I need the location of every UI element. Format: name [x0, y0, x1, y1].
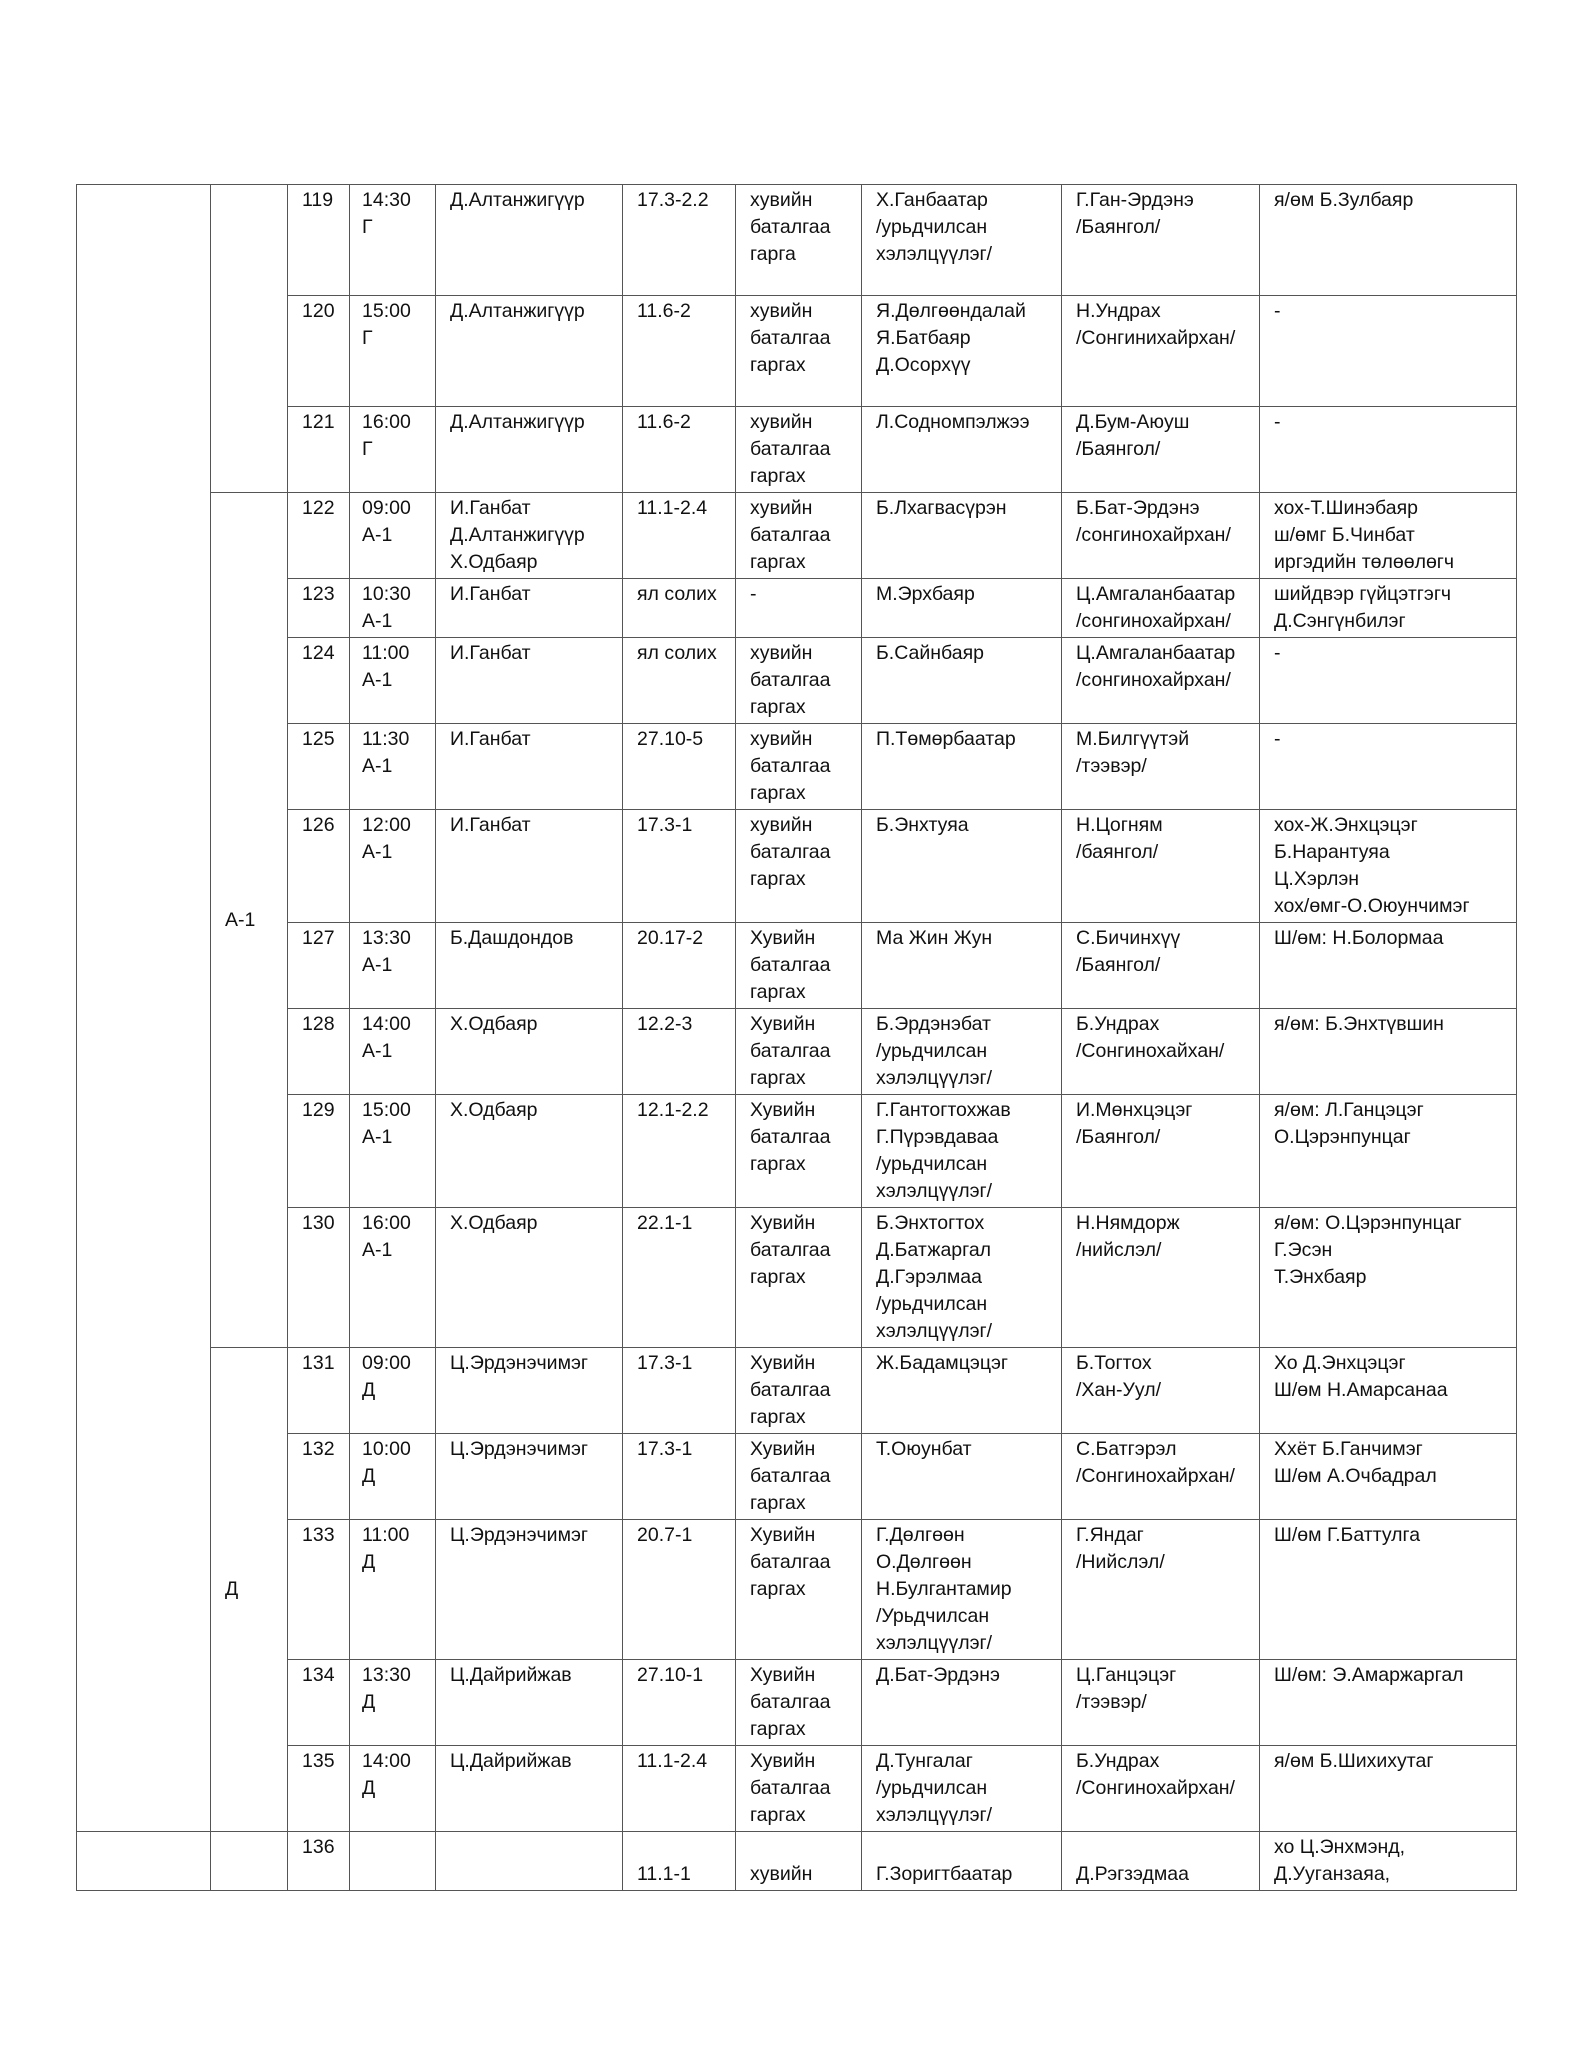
room-group-g — [211, 185, 288, 493]
prosecutor: Н.Ундрах /Сонгинихайрхан/ — [1062, 296, 1260, 407]
measure: Хувийн баталгаа гаргах — [736, 1208, 862, 1348]
case-number: 134 — [288, 1660, 350, 1746]
table-row — [77, 493, 1517, 579]
law-article: 17.3-2.2 — [623, 185, 736, 296]
other-participants: Ш/өм: Э.Амаржаргал — [1260, 1660, 1517, 1746]
defendant: Д.Тунгалаг /урьдчилсан хэлэлцүүлэг/ — [862, 1746, 1062, 1832]
hearing-time-room: 15:00 А-1 — [350, 1095, 436, 1208]
table-row — [77, 923, 1517, 1009]
schedule-body — [77, 185, 1517, 1891]
defendant: М.Эрхбаяр — [862, 579, 1062, 638]
hearing-time-room: 10:00 Д — [350, 1434, 436, 1520]
room-group-empty — [211, 1832, 288, 1891]
hearing-time-room: 11:00 А-1 — [350, 638, 436, 724]
hearing-time-room: 10:30 А-1 — [350, 579, 436, 638]
case-number: 131 — [288, 1348, 350, 1434]
prosecutor: Г.Яндаг /Нийслэл/ — [1062, 1520, 1260, 1660]
hearing-time-room: 14:00 А-1 — [350, 1009, 436, 1095]
hearing-time-room: 13:30 Д — [350, 1660, 436, 1746]
defendant: Б.Лхагвасүрэн — [862, 493, 1062, 579]
case-number: 123 — [288, 579, 350, 638]
prosecutor: Б.Бат-Эрдэнэ /сонгинохайрхан/ — [1062, 493, 1260, 579]
judge: Ц.Эрдэнэчимэг — [436, 1434, 623, 1520]
defendant: Ма Жин Жун — [862, 923, 1062, 1009]
defendant: Б.Эрдэнэбат /урьдчилсан хэлэлцүүлэг/ — [862, 1009, 1062, 1095]
table-row — [77, 579, 1517, 638]
case-number: 121 — [288, 407, 350, 493]
judge: Х.Одбаяр — [436, 1208, 623, 1348]
law-article: 27.10-5 — [623, 724, 736, 810]
room-group-d: Д — [211, 1348, 288, 1832]
judge: Ц.Дайрийжав — [436, 1660, 623, 1746]
case-number: 136 — [288, 1832, 350, 1891]
other-participants: - — [1260, 724, 1517, 810]
schedule-table — [76, 184, 1517, 1891]
judge: Д.Алтанжигүүр — [436, 296, 623, 407]
defendant: Б.Энхтогтох Д.Батжаргал Д.Гэрэлмаа /урьдчилсан хэлэлцүүлэг/ — [862, 1208, 1062, 1348]
case-number: 122 — [288, 493, 350, 579]
measure: хувийн баталгаа гаргах — [736, 724, 862, 810]
case-number: 132 — [288, 1434, 350, 1520]
court-cell — [77, 185, 211, 1832]
other-participants: хох-Ж.Энхцэцэг Б.Нарантуяа Ц.Хэрлэн хох/өмг-О.Оюунчимэг — [1260, 810, 1517, 923]
prosecutor: Д.Бум-Аюуш /Баянгол/ — [1062, 407, 1260, 493]
measure: - — [736, 579, 862, 638]
measure: Хувийн баталгаа гаргах — [736, 1660, 862, 1746]
hearing-time-room: 13:30 А-1 — [350, 923, 436, 1009]
table-row — [77, 724, 1517, 810]
case-number: 124 — [288, 638, 350, 724]
measure: хувийн баталгаа гаргах — [736, 810, 862, 923]
defendant: Г.Дөлгөөн О.Дөлгөөн Н.Булгантамир /Урьдчилсан хэлэлцүүлэг/ — [862, 1520, 1062, 1660]
defendant: Б.Сайнбаяр — [862, 638, 1062, 724]
other-participants: - — [1260, 407, 1517, 493]
prosecutor: С.Батгэрэл /Сонгинохайрхан/ — [1062, 1434, 1260, 1520]
law-article: 11.1-1 — [623, 1832, 736, 1891]
judge: И.Ганбат — [436, 724, 623, 810]
defendant: Я.Дөлгөөндалай Я.Батбаяр Д.Осорхүү — [862, 296, 1062, 407]
other-participants: Хо Д.Энхцэцэг Ш/өм Н.Амарсанаа — [1260, 1348, 1517, 1434]
case-number: 128 — [288, 1009, 350, 1095]
other-participants: Ш/өм: Н.Болормаа — [1260, 923, 1517, 1009]
defendant: Д.Бат-Эрдэнэ — [862, 1660, 1062, 1746]
table-row — [77, 1660, 1517, 1746]
judge: И.Ганбат Д.Алтанжигүүр Х.Одбаяр — [436, 493, 623, 579]
measure: хувийн баталгаа гарга — [736, 185, 862, 296]
judge: Д.Алтанжигүүр — [436, 407, 623, 493]
law-article: 11.1-2.4 — [623, 493, 736, 579]
prosecutor: Н.Цогням /баянгол/ — [1062, 810, 1260, 923]
defendant: Т.Оюунбат — [862, 1434, 1062, 1520]
hearing-time-room — [350, 1832, 436, 1891]
prosecutor: Г.Ган-Эрдэнэ /Баянгол/ — [1062, 185, 1260, 296]
case-number: 120 — [288, 296, 350, 407]
defendant: Г.Гантогтохжав Г.Пүрэвдаваа /урьдчилсан хэлэлцүүлэг/ — [862, 1095, 1062, 1208]
prosecutor: Б.Ундрах /Сонгинохайхан/ — [1062, 1009, 1260, 1095]
table-row — [77, 1434, 1517, 1520]
other-participants: я/өм Б.Шихихутаг — [1260, 1746, 1517, 1832]
judge: И.Ганбат — [436, 638, 623, 724]
law-article: ял солих — [623, 579, 736, 638]
hearing-time-room: 09:00 Д — [350, 1348, 436, 1434]
table-row — [77, 1009, 1517, 1095]
measure: хувийн баталгаа гаргах — [736, 407, 862, 493]
case-number: 130 — [288, 1208, 350, 1348]
table-row — [77, 638, 1517, 724]
measure: хувийн — [736, 1832, 862, 1891]
prosecutor: Н.Нямдорж /нийслэл/ — [1062, 1208, 1260, 1348]
prosecutor: Ц.Ганцэцэг /тээвэр/ — [1062, 1660, 1260, 1746]
case-number: 133 — [288, 1520, 350, 1660]
table-row — [77, 1348, 1517, 1434]
other-participants: я/өм Б.Зулбаяр — [1260, 185, 1517, 296]
measure: Хувийн баталгаа гаргах — [736, 923, 862, 1009]
measure: хувийн баталгаа гаргах — [736, 638, 862, 724]
hearing-time-room: 11:00 Д — [350, 1520, 436, 1660]
table-row — [77, 296, 1517, 407]
defendant: Х.Ганбаатар /урьдчилсан хэлэлцүүлэг/ — [862, 185, 1062, 296]
hearing-time-room: 16:00 Г — [350, 407, 436, 493]
other-participants: - — [1260, 296, 1517, 407]
hearing-time-room: 09:00 А-1 — [350, 493, 436, 579]
judge: Ц.Эрдэнэчимэг — [436, 1520, 623, 1660]
law-article: 12.1-2.2 — [623, 1095, 736, 1208]
judge: Ц.Дайрийжав — [436, 1746, 623, 1832]
measure: Хувийн баталгаа гаргах — [736, 1434, 862, 1520]
other-participants: Ххёт Б.Ганчимэг Ш/өм А.Очбадрал — [1260, 1434, 1517, 1520]
measure: Хувийн баталгаа гаргах — [736, 1348, 862, 1434]
table-row — [77, 185, 1517, 296]
other-participants: хох-Т.Шинэбаяр ш/өмг Б.Чинбат иргэдийн төлөөлөгч — [1260, 493, 1517, 579]
prosecutor: Б.Тогтох /Хан-Уул/ — [1062, 1348, 1260, 1434]
measure: Хувийн баталгаа гаргах — [736, 1520, 862, 1660]
defendant: Ж.Бадамцэцэг — [862, 1348, 1062, 1434]
case-number: 119 — [288, 185, 350, 296]
hearing-time-room: 15:00 Г — [350, 296, 436, 407]
judge — [436, 1832, 623, 1891]
law-article: 20.7-1 — [623, 1520, 736, 1660]
measure: Хувийн баталгаа гаргах — [736, 1746, 862, 1832]
prosecutor: Д.Рэгзэдмаа — [1062, 1832, 1260, 1891]
law-article: 11.6-2 — [623, 296, 736, 407]
hearing-time-room: 12:00 А-1 — [350, 810, 436, 923]
defendant: П.Төмөрбаатар — [862, 724, 1062, 810]
measure: хувийн баталгаа гаргах — [736, 493, 862, 579]
case-number: 135 — [288, 1746, 350, 1832]
case-number: 127 — [288, 923, 350, 1009]
prosecutor: Ц.Амгаланбаатар /сонгинохайрхан/ — [1062, 579, 1260, 638]
prosecutor: М.Билгүүтэй /тээвэр/ — [1062, 724, 1260, 810]
table-row — [77, 407, 1517, 493]
table-row — [77, 1208, 1517, 1348]
law-article: 22.1-1 — [623, 1208, 736, 1348]
judge: Х.Одбаяр — [436, 1009, 623, 1095]
prosecutor: И.Мөнхцэцэг /Баянгол/ — [1062, 1095, 1260, 1208]
judge: Д.Алтанжигүүр — [436, 185, 623, 296]
law-article: 17.3-1 — [623, 1348, 736, 1434]
other-participants: Ш/өм Г.Баттулга — [1260, 1520, 1517, 1660]
hearing-time-room: 14:00 Д — [350, 1746, 436, 1832]
law-article: 17.3-1 — [623, 1434, 736, 1520]
prosecutor: С.Бичинхүү /Баянгол/ — [1062, 923, 1260, 1009]
table-row — [77, 1520, 1517, 1660]
other-participants: я/өм: Л.Ганцэцэг О.Цэрэнпунцаг — [1260, 1095, 1517, 1208]
other-participants: хо Ц.Энхмэнд, Д.Уугaнзаяа, — [1260, 1832, 1517, 1891]
case-number: 129 — [288, 1095, 350, 1208]
law-article: 20.17-2 — [623, 923, 736, 1009]
other-participants: - — [1260, 638, 1517, 724]
table-row — [77, 1095, 1517, 1208]
judge: Ц.Эрдэнэчимэг — [436, 1348, 623, 1434]
other-participants: я/өм: Б.Энхтүвшин — [1260, 1009, 1517, 1095]
other-participants: я/өм: О.Цэрэнпунцаг Г.Эсэн Т.Энхбаяр — [1260, 1208, 1517, 1348]
room-group-a1: А-1 — [211, 493, 288, 1348]
court-cell — [77, 1832, 211, 1891]
table-row — [77, 1746, 1517, 1832]
measure: Хувийн баталгаа гаргах — [736, 1095, 862, 1208]
judge: Х.Одбаяр — [436, 1095, 623, 1208]
hearing-time-room: 16:00 А-1 — [350, 1208, 436, 1348]
case-number: 126 — [288, 810, 350, 923]
law-article: 11.6-2 — [623, 407, 736, 493]
defendant: Б.Энхтуяа — [862, 810, 1062, 923]
judge: И.Ганбат — [436, 810, 623, 923]
law-article: 17.3-1 — [623, 810, 736, 923]
law-article: 27.10-1 — [623, 1660, 736, 1746]
measure: Хувийн баталгаа гаргах — [736, 1009, 862, 1095]
law-article: 12.2-3 — [623, 1009, 736, 1095]
table-row — [77, 1832, 1517, 1891]
measure: хувийн баталгаа гаргах — [736, 296, 862, 407]
table-row — [77, 810, 1517, 923]
judge: Б.Дашдондов — [436, 923, 623, 1009]
prosecutor: Ц.Амгаланбаатар /сонгинохайрхан/ — [1062, 638, 1260, 724]
defendant: Л.Содномпэлжээ — [862, 407, 1062, 493]
judge: И.Ганбат — [436, 579, 623, 638]
defendant: Г.Зоригтбаатар — [862, 1832, 1062, 1891]
law-article: ял солих — [623, 638, 736, 724]
hearing-time-room: 11:30 А-1 — [350, 724, 436, 810]
hearing-time-room: 14:30 Г — [350, 185, 436, 296]
law-article: 11.1-2.4 — [623, 1746, 736, 1832]
other-participants: шийдвэр гүйцэтгэгч Д.Сэнгүнбилэг — [1260, 579, 1517, 638]
prosecutor: Б.Ундрах /Сонгинохайрхан/ — [1062, 1746, 1260, 1832]
case-number: 125 — [288, 724, 350, 810]
